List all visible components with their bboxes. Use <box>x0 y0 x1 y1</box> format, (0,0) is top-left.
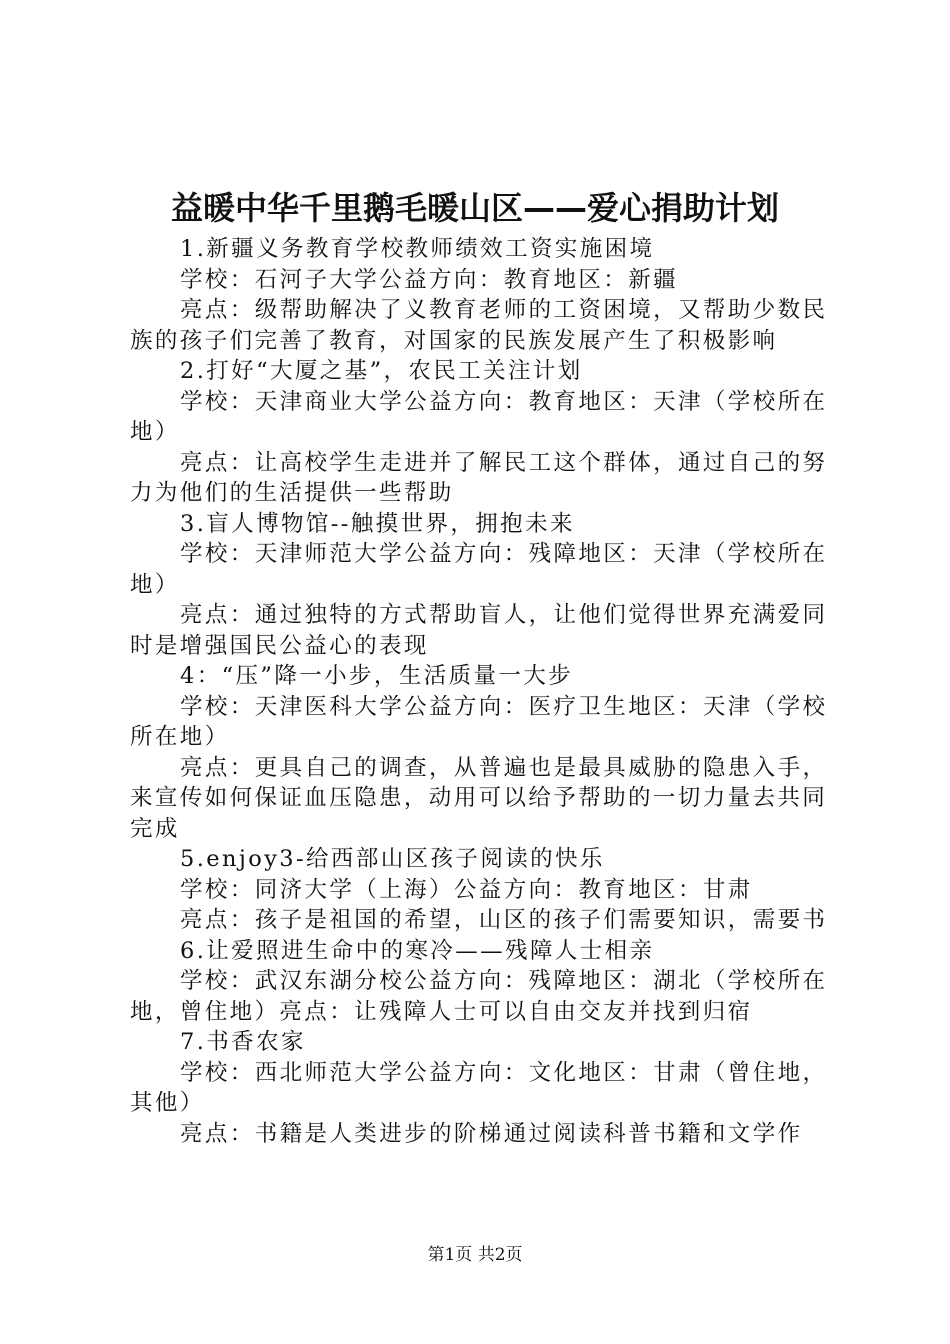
paragraph: 5.enjoy3-给西部山区孩子阅读的快乐 <box>180 846 605 872</box>
paragraph: 4：“压”降一小步，生活质量一大步 <box>180 663 574 689</box>
document-body <box>130 234 840 1149</box>
page-footer: 第1页 共2页 <box>427 1245 523 1265</box>
paragraph: 学校：天津医科大学公益方向：医疗卫生地区：天津（学校所在地） <box>130 693 828 750</box>
document-title: 益暖中华千里鹅毛暖山区——爱心捐助计划 <box>170 189 779 227</box>
paragraph: 学校：西北师范大学公益方向：文化地区：甘肃（曾住地，其他） <box>130 1059 828 1116</box>
paragraph: 1.新疆义务教育学校教师绩效工资实施困境 <box>180 236 655 262</box>
paragraph: 2.打好“大厦之基”，农民工关注计划 <box>180 358 583 384</box>
paragraph: 学校：天津师范大学公益方向：残障地区：天津（学校所在地） <box>130 541 828 598</box>
paragraph: 3.盲人博物馆--触摸世界，拥抱未来 <box>180 510 575 537</box>
paragraph: 学校：石河子大学公益方向：教育地区：新疆 <box>180 266 679 293</box>
paragraph: 亮点：通过独特的方式帮助盲人，让他们觉得世界充满爱同时是增强国民公益心的表现 <box>130 602 828 659</box>
paragraph: 亮点：让高校学生走进并了解民工这个群体，通过自己的努力为他们的生活提供一些帮助 <box>130 449 828 506</box>
paragraph: 学校：同济大学（上海）公益方向：教育地区：甘肃 <box>180 876 753 903</box>
paragraph: 亮点：孩子是祖国的希望，山区的孩子们需要知识，需要书 <box>180 907 828 933</box>
paragraph: 学校：天津商业大学公益方向：教育地区：天津（学校所在地） <box>130 388 828 445</box>
paragraph: 亮点：更具自己的调查，从普遍也是最具威胁的隐患入手，来宣传如何保证血压隐患，动用可以给予帮助的一切力量去共同完成 <box>130 754 828 842</box>
paragraph: 学校：武汉东湖分校公益方向：残障地区：湖北（学校所在地，曾住地）亮点：让残障人士可以自由交友并找到归宿 <box>130 968 828 1025</box>
paragraph: 7.书香农家 <box>180 1029 306 1055</box>
paragraph: 亮点：书籍是人类进步的阶梯通过阅读科普书籍和文学作 <box>180 1120 803 1147</box>
paragraph: 6.让爱照进生命中的寒冷——残障人士相亲 <box>180 937 655 964</box>
paragraph: 亮点：级帮助解决了义教育老师的工资困境，又帮助少数民族的孩子们完善了教育，对国家的民族发展产生了积极影响 <box>130 297 828 354</box>
